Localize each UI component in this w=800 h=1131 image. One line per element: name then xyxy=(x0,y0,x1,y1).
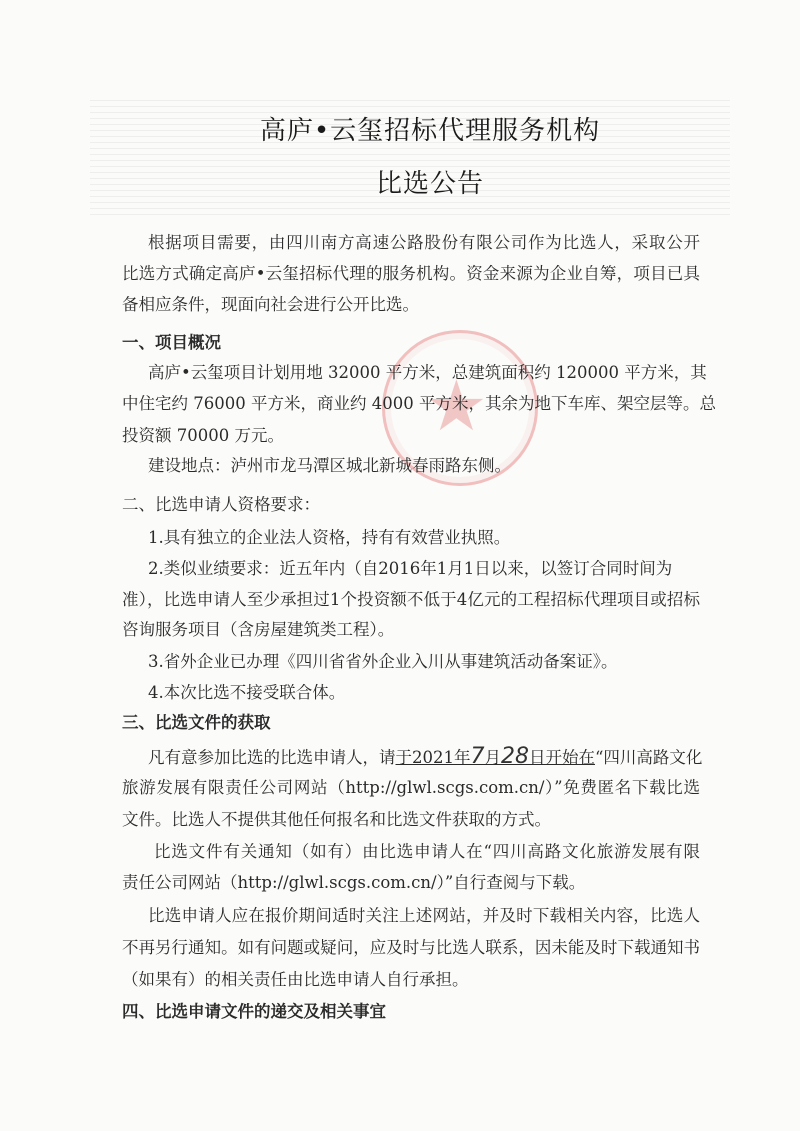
section-heading: 三、比选文件的获取 xyxy=(122,713,271,732)
document-title: 高庐•云玺招标代理服务机构 xyxy=(259,116,601,146)
acquisition-line: 文件。比选人不提供其他任何报名和比选文件获取的方式。 xyxy=(122,810,551,829)
requirement-item: 3.省外企业已办理《四川省省外企业入川从事建筑活动备案证》。 xyxy=(148,652,618,671)
overview-line: 中住宅约 76000 平方米，商业约 4000 平方米，其余为地下车库、架空层等。总 xyxy=(122,394,716,413)
requirement-item: 4.本次比选不接受联合体。 xyxy=(148,683,346,702)
location-line: 建设地点：泸州市龙马潭区城北新城春雨路东侧。 xyxy=(148,456,511,475)
acquisition-line xyxy=(148,744,703,769)
notice-line: 比选申请人应在报价期间适时关注上述网站，并及时下载相关内容，比选人 xyxy=(148,906,700,925)
text: 凡有意参加比选的比选申请人，请 xyxy=(148,748,396,767)
text: 月 xyxy=(484,748,501,767)
intro-line: 根据项目需要，由四川南方高速公路股份有限公司作为比选人，采取公开 xyxy=(148,233,700,252)
requirement-item: 2.类似业绩要求：近五年内（自2016年1月1日以来，以签订合同时间为 xyxy=(148,559,673,578)
notice-line: 比选文件有关通知（如有）由比选申请人在“四川高路文化旅游发展有限 xyxy=(154,842,700,861)
requirement-item: 咨询服务项目（含房屋建筑类工程）。 xyxy=(122,620,395,639)
overview-line: 投资额 70000 万元。 xyxy=(122,426,284,445)
text: “四川高路文化 xyxy=(595,748,703,767)
intro-line: 比选方式确定高庐•云玺招标代理的服务机构。资金来源为企业自筹，项目已具 xyxy=(122,264,700,283)
handwritten-month: 7 xyxy=(470,744,485,769)
notice-line: （如果有）的相关责任由比选申请人自行承担。 xyxy=(122,970,469,989)
handwritten-day: 28 xyxy=(501,744,529,769)
text: 日开始在 xyxy=(529,748,595,767)
requirement-item: 准），比选申请人至少承担过1个投资额不低于4亿元的工程招标代理项目或招标 xyxy=(122,590,700,609)
intro-line: 备相应条件，现面向社会进行公开比选。 xyxy=(122,295,419,314)
star-icon: ★ xyxy=(425,365,488,447)
notice-line: 不再另行通知。如有问题或疑问，应及时与比选人联系，因未能及时下载通知书 xyxy=(122,938,700,957)
section-heading: 二、比选申请人资格要求： xyxy=(122,495,320,514)
section-heading: 一、项目概况 xyxy=(122,333,221,352)
section-heading: 四、比选申请文件的递交及相关事宜 xyxy=(122,1002,386,1021)
date-year: 于2021年 xyxy=(395,748,471,767)
acquisition-line: 旅游发展有限责任公司网站（http://glwl.scgs.com.cn/）”免费匿名下载比选 xyxy=(122,778,700,797)
notice-line: 责任公司网站（http://glwl.scgs.com.cn/）”自行查阅与下载。 xyxy=(122,873,586,892)
start-date xyxy=(395,744,596,769)
document-subtitle: 比选公告 xyxy=(375,169,484,199)
overview-line: 高庐•云玺项目计划用地 32000 平方米，总建筑面积约 120000 平方米，其 xyxy=(148,363,707,382)
requirement-item: 1.具有独立的企业法人资格，持有有效营业执照。 xyxy=(148,528,511,547)
